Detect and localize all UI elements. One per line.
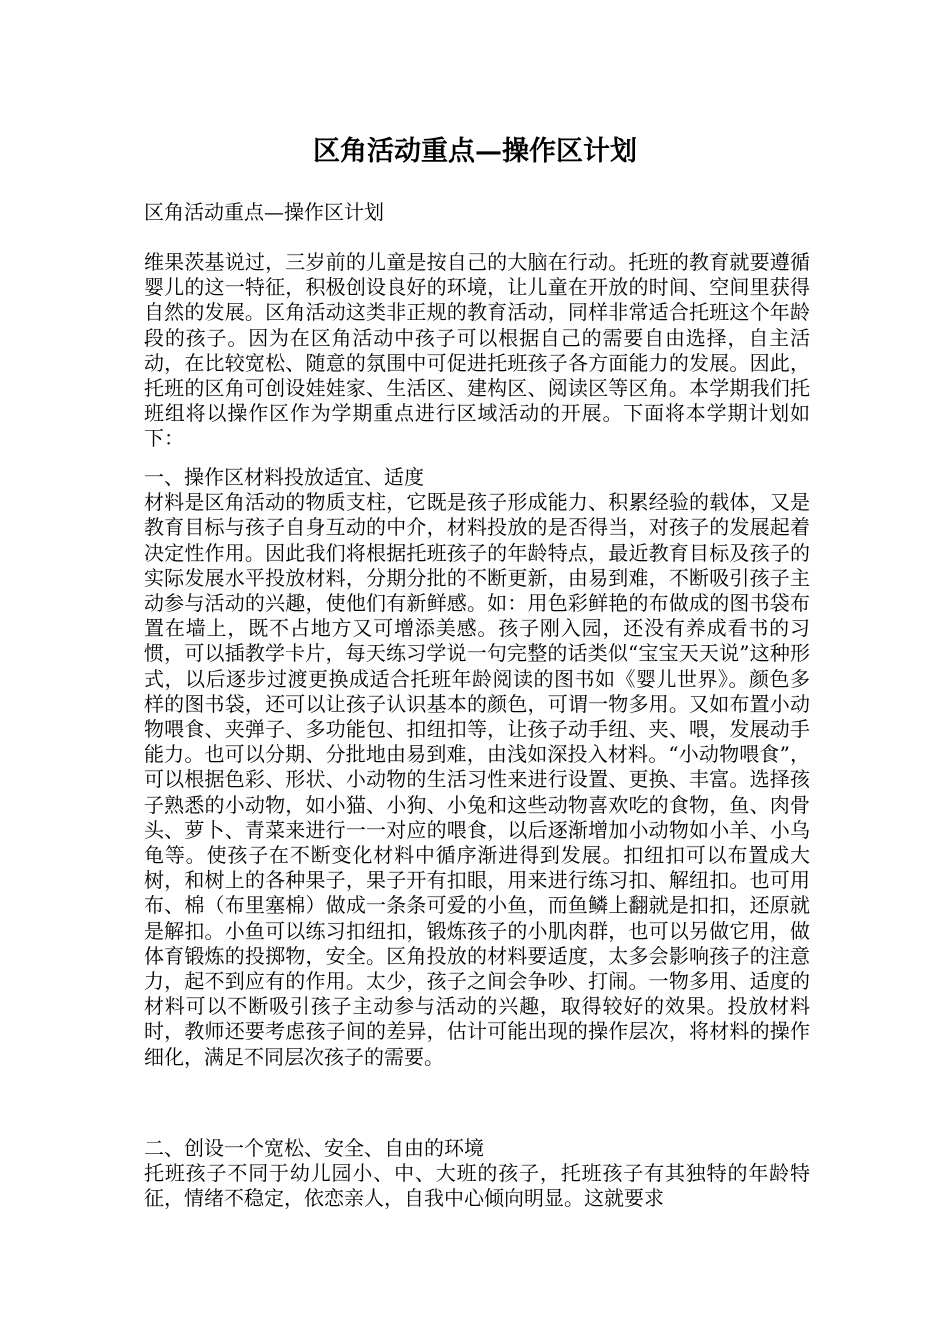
- intro-text: 维果茨基说过，三岁前的儿童是按自己的大脑在行动。托班的教育就要遵循婴儿的这一特征，积极创设良好的环境，让儿童在开放的时间、空间里获得自然的发展。区角活动这类非正规的教育活动，同样非常适合托班这个年龄段的孩子。因为在区角活动中孩子可以根据自己的需要自由选择，自主活动，在比较宽松、随意的氛围中可促进托班孩子各方面能力的发展。因此，托班的区角可创设娃娃家、生活区、建构区、阅读区等区角。本学期我们托班组将以操作区作为学期重点进行区域活动的开展。下面将本学期计划如下：: [144, 250, 810, 451]
- document-title: 区角活动重点—操作区计划: [313, 136, 637, 167]
- section-2: [144, 1136, 810, 1212]
- section-2-body: 托班孩子不同于幼儿园小、中、大班的孩子，托班孩子有其独特的年龄特征，情绪不稳定，依恋亲人，自我中心倾向明显。这就要求: [144, 1161, 810, 1211]
- section-2-heading: 二、创设一个宽松、安全、自由的环境: [144, 1136, 484, 1160]
- intro-paragraph: [144, 250, 810, 452]
- section-1-body: 材料是区角活动的物质支柱，它既是孩子形成能力、积累经验的载体，又是教育目标与孩子自身互动的中介，材料投放的是否得当，对孩子的发展起着决定性作用。因此我们将根据托班孩子的年龄特点，最近教育目标及孩子的实际发展水平投放材料，分期分批的不断更新，由易到难，不断吸引孩子主动参与活动的兴趣，使他们有新鲜感。如：用色彩鲜艳的布做成的图书袋布置在墙上，既不占地方又可增添美感。孩子刚入园，还没有养成看书的习惯，可以插教学卡片，每天练习学说一句完整的话类似“宝宝天天说”这种形式，以后逐步过渡更换成适合托班年龄阅读的图书如《婴儿世界》。颜色多样的图书袋，还可以让孩子认识基本的颜色，可谓一物多用。又如布置小动物喂食、夹弹子、多功能包、扣纽扣等，让孩子动手纽、夹、喂，发展动手能力。也可以分期、分批地由易到难，由浅如深投入材料。“小动物喂食”，可以根据色彩、形状、小动物的生活习性来进行设置、更换、丰富。选择孩子熟悉的小动物，如小猫、小狗、小兔和这些动物喜欢吃的食物，鱼、肉骨头、萝卜、青菜来进行一一对应的喂食，以后逐渐增加小动物如小羊、小乌龟等。使孩子在不断变化材料中循序渐进得到发展。扣纽扣可以布置成大树，和树上的各种果子，果子开有扣眼，用来进行练习扣、解纽扣。也可用布、棉（布里塞棉）做成一条条可爱的小鱼，而鱼鳞上翻就是扣扣，还原就是解扣。小鱼可以练习扣纽扣，锻炼孩子的小肌肉群，也可以另做它用，做体育锻炼的投掷物，安全。区角投放的材料要适度，太多会影响孩子的注意力，起不到应有的作用。太少，孩子之间会争吵、打闹。一物多用、适度的材料可以不断吸引孩子主动参与活动的兴趣，取得较好的效果。投放材料时，教师还要考虑孩子间的差异，估计可能出现的操作层次，将材料的操作细化，满足不同层次孩子的需要。: [144, 490, 810, 1069]
- document-subtitle: 区角活动重点—操作区计划: [144, 200, 384, 224]
- section-1-heading: 一、操作区材料投放适宜、适度: [144, 465, 424, 489]
- section-1: [144, 465, 810, 1070]
